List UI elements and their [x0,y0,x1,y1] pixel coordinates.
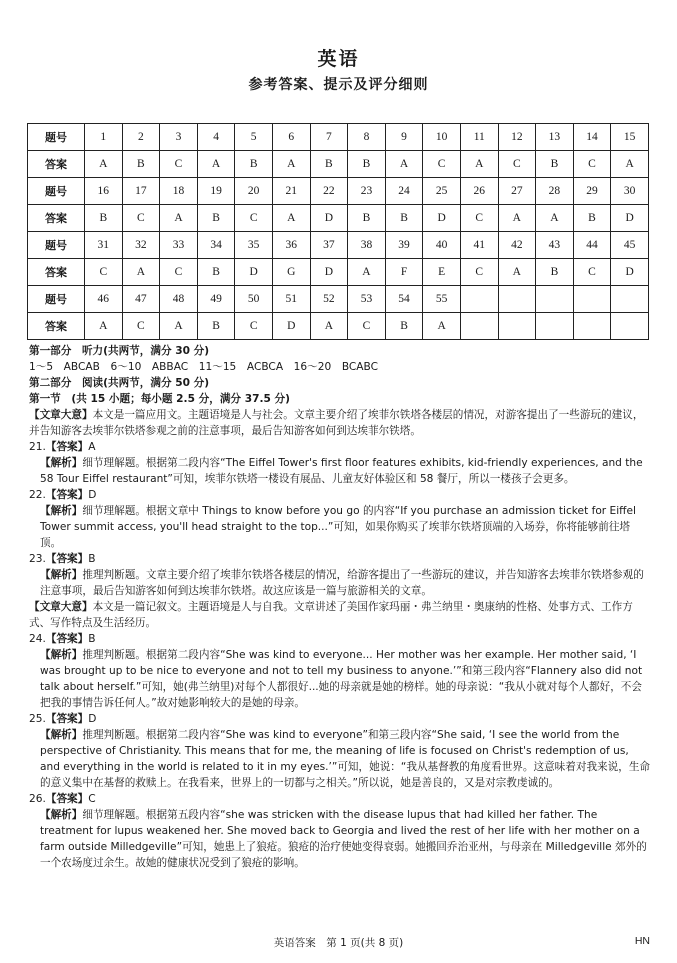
table-cell: 31 [85,232,123,259]
row-header: 题号 [28,286,85,313]
question-number: 25. [29,713,46,725]
table-row [28,151,649,178]
table-cell: B [536,151,574,178]
question-answer-line [29,631,651,647]
table-row [28,259,649,286]
answer-value: B [88,633,96,645]
row-header: 答案 [28,151,85,178]
table-cell: A [122,259,160,286]
table-cell: 8 [348,124,386,151]
table-cell: A [160,313,198,340]
table-cell: C [460,259,498,286]
table-cell: B [385,313,423,340]
table-row [28,313,649,340]
table-cell: 47 [122,286,160,313]
table-cell: C [85,259,123,286]
question-number: 23. [29,553,46,565]
table-cell: C [460,205,498,232]
analysis-label: 【解析】 [40,729,83,741]
answer-value: D [88,713,97,725]
table-cell [611,286,649,313]
table-cell: 35 [235,232,273,259]
table-cell: F [385,259,423,286]
page-title: 英语 [317,48,360,70]
question-analysis [29,567,651,599]
table-cell: 18 [160,178,198,205]
table-cell: D [310,259,348,286]
table-cell: 53 [348,286,386,313]
table-cell: A [85,151,123,178]
table-cell: C [348,313,386,340]
table-cell: 34 [197,232,235,259]
analysis-label: 【解析】 [40,809,83,821]
table-cell: 54 [385,286,423,313]
table-cell: C [573,259,611,286]
table-cell: A [611,151,649,178]
analysis-text: 细节理解题。根据第五段内容“she was stricken with the disease lupus that had killed her father. The treatment for lupus weakened her. She moved back to Georgia and lived the rest of her life with her mother on a farm outside Milledgeville”可知，她患上了狼疮。狼疮的治疗使她变得衰弱。她搬回乔治亚州，与母亲在 Milledgeville 郊外的一个农场度过余生。故她的健康状况受到了狼疮的影响。 [40,809,647,869]
table-row [28,178,649,205]
table-cell: G [272,259,310,286]
table-cell: 16 [85,178,123,205]
answer-content [29,343,651,871]
answer-value: D [88,489,97,501]
table-cell: 2 [122,124,160,151]
table-cell: 44 [573,232,611,259]
question-answer-line [29,711,651,727]
table-cell: 25 [423,178,461,205]
table-cell: A [197,151,235,178]
table-cell: 21 [272,178,310,205]
row-header: 题号 [28,178,85,205]
table-cell: A [272,205,310,232]
part1-answers: 1～5 ABCAB 6～10 ABBAC 11～15 ACBCA 16～20 BCABC [29,361,379,373]
table-cell [611,313,649,340]
table-cell [498,286,536,313]
table-cell: D [272,313,310,340]
table-cell: 1 [85,124,123,151]
question-answer-line [29,791,651,807]
table-cell: 6 [272,124,310,151]
question-number: 26. [29,793,46,805]
table-cell [573,313,611,340]
table-cell: C [122,205,160,232]
table-cell: 23 [348,178,386,205]
analysis-text: 细节理解题。根据文章中 Things to know before you go 的内容“If you purchase an admission ticket for Eiffel Tower summit access, you'll head straight to the top...”可知，如果你购买了埃菲尔铁塔顶端的入场券，你将能够前往塔顶。 [40,505,636,549]
summary-label: 【文章大意】 [29,409,93,421]
table-cell: 14 [573,124,611,151]
table-cell: 7 [310,124,348,151]
table-cell: B [197,313,235,340]
table-cell: 17 [122,178,160,205]
table-cell: 48 [160,286,198,313]
table-cell: A [460,151,498,178]
table-cell: C [160,259,198,286]
summary-text: 本文是一篇应用文。主题语境是人与社会。文章主要介绍了埃菲尔铁塔各楼层的情况，对游客提出了一些游玩的建议，并告知游客去埃菲尔铁塔参观之前的注意事项，最后告知游客如何到达埃菲尔铁塔。 [29,409,644,437]
table-cell: 37 [310,232,348,259]
part2-title: 第二部分 阅读(共两节，满分 50 分) [29,377,210,389]
answer-label: 【答案】 [45,793,89,805]
table-cell [460,286,498,313]
analysis-label: 【解析】 [40,569,83,581]
table-cell: 46 [85,286,123,313]
table-cell: B [348,151,386,178]
table-cell: 51 [272,286,310,313]
summary-text: 本文是一篇记叙文。主题语境是人与自我。文章讲述了美国作家玛丽・弗兰纳里・奥康纳的性格、处事方式、工作方式、写作特点及生活经历。 [29,601,633,629]
table-cell: C [235,205,273,232]
table-cell: C [235,313,273,340]
row-header: 题号 [28,124,85,151]
table-cell [536,313,574,340]
table-cell: A [423,313,461,340]
analysis-text: 推理判断题。根据第二段内容“She was kind to everyone... Her mother was her example. Her mother said, ‘I was brought up to be nice to everyone and not to tell my business to anyone.’”和第三段内容“Flannery also did not talk about herself.”可知，她(弗兰纳里)对每个人都很好...她的母亲就是她的榜样。她的母亲说：“我从小就对每个人都好，不会把我的事情告诉任何人。”故对她影响较大的是她的母亲。 [40,649,643,709]
answer-value: B [88,553,96,565]
table-cell: B [85,205,123,232]
answer-label: 【答案】 [45,713,89,725]
row-header: 题号 [28,232,85,259]
question-answer-line [29,439,651,455]
row-header: 答案 [28,205,85,232]
question-number: 21. [29,441,46,453]
table-cell: B [235,151,273,178]
table-cell: A [385,151,423,178]
table-cell: 9 [385,124,423,151]
table-cell: 13 [536,124,574,151]
table-cell: 11 [460,124,498,151]
table-cell: 45 [611,232,649,259]
table-cell: 20 [235,178,273,205]
question-answer-line [29,551,651,567]
question-answer-line [29,487,651,503]
table-cell: A [310,313,348,340]
table-cell: B [197,259,235,286]
table-cell: B [122,151,160,178]
table-cell: 52 [310,286,348,313]
answer-label: 【答案】 [45,441,89,453]
answer-table [27,123,649,340]
table-cell: 29 [573,178,611,205]
table-cell: 19 [197,178,235,205]
table-cell: 27 [498,178,536,205]
answer-label: 【答案】 [45,553,89,565]
row-header: 答案 [28,313,85,340]
section1-title: 第一节 (共 15 小题；每小题 2.5 分，满分 37.5 分) [29,393,290,405]
row-header: 答案 [28,259,85,286]
table-cell: 30 [611,178,649,205]
table-cell: C [573,151,611,178]
page-subtitle: 参考答案、提示及评分细则 [248,77,429,93]
table-cell [498,313,536,340]
table-cell: A [498,205,536,232]
question-analysis [29,727,651,791]
table-cell: 26 [460,178,498,205]
answer-label: 【答案】 [45,633,89,645]
table-cell: D [310,205,348,232]
table-cell: 5 [235,124,273,151]
table-cell: 33 [160,232,198,259]
analysis-label: 【解析】 [40,649,83,661]
table-cell: A [272,151,310,178]
questions-b [29,631,651,871]
table-cell: 41 [460,232,498,259]
answer-value: A [88,441,96,453]
table-cell: D [235,259,273,286]
table-cell: 22 [310,178,348,205]
table-cell: B [573,205,611,232]
answer-label: 【答案】 [45,489,89,501]
table-cell: 4 [197,124,235,151]
table-row [28,232,649,259]
table-cell: C [122,313,160,340]
table-cell: D [611,205,649,232]
table-cell [573,286,611,313]
question-analysis [29,647,651,711]
table-cell: A [160,205,198,232]
summary-label: 【文章大意】 [29,601,93,613]
table-cell [460,313,498,340]
table-cell: 42 [498,232,536,259]
table-cell: 12 [498,124,536,151]
table-cell: 49 [197,286,235,313]
questions-a [29,439,651,599]
question-analysis [29,455,651,487]
table-row [28,205,649,232]
passage-a-summary [29,407,651,439]
analysis-text: 细节理解题。根据第二段内容“The Eiffel Tower's first floor features exhibits, kid-friendly experiences, and the 58 Tour Eiffel restaurant”可知，埃菲尔铁塔一楼设有展品、儿童友好体验区和 58 餐厅，所以一楼孩子会更多。 [40,457,643,485]
table-cell: 36 [272,232,310,259]
table-row [28,124,649,151]
table-cell: 43 [536,232,574,259]
table-cell: 55 [423,286,461,313]
table-cell: A [498,259,536,286]
table-cell: E [423,259,461,286]
table-cell: 38 [348,232,386,259]
table-cell: B [536,259,574,286]
page-footer: 英语答案 第 1 页(共 8 页) [273,937,404,949]
table-cell: B [310,151,348,178]
table-cell: 10 [423,124,461,151]
table-cell: 32 [122,232,160,259]
question-analysis [29,503,651,551]
table-cell: 50 [235,286,273,313]
table-cell: C [498,151,536,178]
analysis-text: 推理判断题。文章主要介绍了埃菲尔铁塔各楼层的情况，给游客提出了一些游玩的建议，并告知游客去埃菲尔铁塔参观的注意事项，最后告知游客如何到达埃菲尔铁塔。故这应该是一篇与旅游相关的文章。 [40,569,644,597]
table-cell [536,286,574,313]
table-cell: 40 [423,232,461,259]
footer-code: HN [634,935,650,947]
question-number: 22. [29,489,46,501]
table-cell: A [348,259,386,286]
analysis-label: 【解析】 [40,505,83,517]
table-cell: B [385,205,423,232]
table-cell: B [197,205,235,232]
table-cell: D [423,205,461,232]
table-cell: A [536,205,574,232]
question-analysis [29,807,651,871]
table-cell: C [160,151,198,178]
table-cell: 3 [160,124,198,151]
table-cell: C [423,151,461,178]
part1-title: 第一部分 听力(共两节，满分 30 分) [29,345,210,357]
table-cell: 28 [536,178,574,205]
table-cell: 24 [385,178,423,205]
table-cell: A [85,313,123,340]
table-cell: D [611,259,649,286]
passage-b-summary [29,599,651,631]
table-cell: 15 [611,124,649,151]
table-row [28,286,649,313]
table-cell: 39 [385,232,423,259]
question-number: 24. [29,633,46,645]
analysis-label: 【解析】 [40,457,83,469]
table-cell: B [348,205,386,232]
answer-value: C [88,793,96,805]
analysis-text: 推理判断题。根据第二段内容“She was kind to everyone”和第三段内容“She said, ‘I see the world from the perspective of Christianity. This means that for me, the meaning of life is focused on Christ's redemption of us, and everything in the world is related to it in my eyes.’”可知，她说：“我从基督教的角度看世界。这意味着对我来说，生命的意义集中在基督的救赎上。在我看来，世界上的一切都与之相关。”所以说，她是善良的，又是对宗教虔诚的。 [40,729,651,789]
